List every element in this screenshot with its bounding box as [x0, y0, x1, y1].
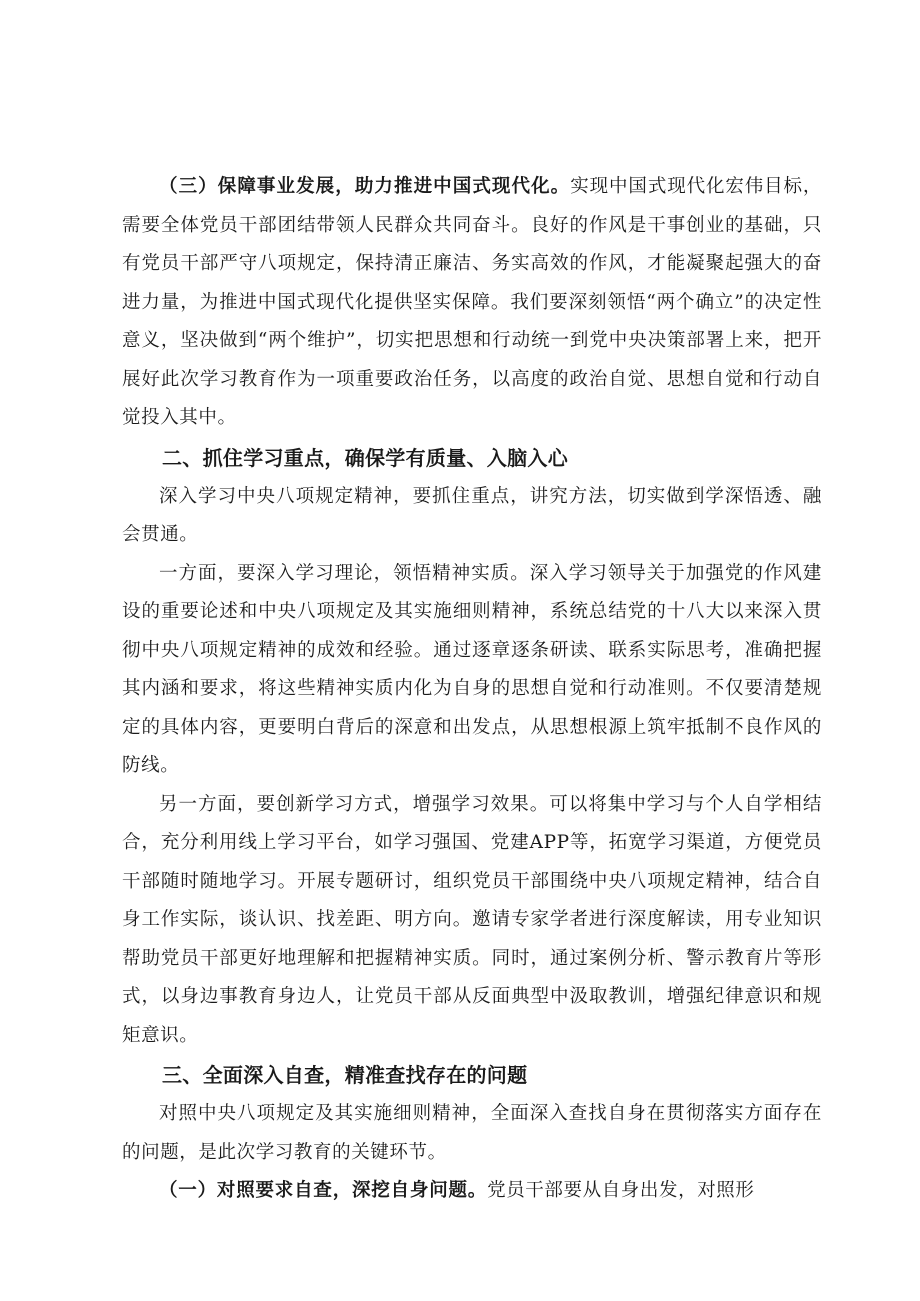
subheading-inline: （一）对照要求自查，深挖自身问题。: [159, 1180, 488, 1201]
paragraph-text: 一方面，要深入学习理论，领悟精神实质。深入学习领导关于加强党的作风建设的重要论述和中央八项规定及其实施细则精神，系统总结党的十八大以来深入贯彻中央八项规定精神的成效和经验。通过逐章逐条研读、联系实际思考，准确把握其内涵和要求，将这些精神实质内化为自身的思想自觉和行动准则。不仅要清楚规定的具体内容，更要明白背后的深意和出发点，从思想根源上筑牢抵制不良作风的防线。: [122, 562, 822, 776]
document-page: [122, 168, 822, 1211]
paragraph-text: 对照中央八项规定及其实施细则精神，全面深入查找自身在贯彻落实方面存在的问题，是此次学习教育的关键环节。: [122, 1103, 822, 1163]
subheading-inline: （三）保障事业发展，助力推进中国式现代化。: [159, 176, 571, 197]
paragraph-self-check-1: [122, 1172, 822, 1211]
paragraph-theory-study: [122, 555, 822, 786]
paragraph-section-3-goal: [122, 168, 822, 438]
paragraph-text: 深入学习中央八项规定精神，要抓住重点，讲究方法，切实做到学深悟透、融会贯通。: [122, 485, 822, 545]
section-heading-3: 三、全面深入自查，精准查找存在的问题: [162, 1063, 528, 1087]
paragraph-study-methods: [122, 786, 822, 1056]
section-heading-2: 二、抓住学习重点，确保学有质量、入脑入心: [162, 445, 568, 470]
paragraph-text: 党员干部要从自身出发，对照形: [487, 1180, 755, 1201]
paragraph-self-check-intro: [122, 1095, 822, 1172]
paragraph-intro-study: [122, 478, 822, 555]
paragraph-text: 另一方面，要创新学习方式，增强学习效果。可以将集中学习与个人自学相结合，充分利用线上学习平台，如学习强国、党建APP等，拓宽学习渠道，方便党员干部随时随地学习。开展专题研讨，组织党员干部围绕中央八项规定精神，结合自身工作实际，谈认识、找差距、明方向。邀请专家学者进行深度解读，用专业知识帮助党员干部更好地理解和把握精神实质。同时，通过案例分析、警示教育片等形式，以身边事教育身边人，让党员干部从反面典型中汲取教训，增强纪律意识和规矩意识。: [122, 793, 822, 1046]
paragraph-text: 实现中国式现代化宏伟目标，需要全体党员干部团结带领人民群众共同奋斗。良好的作风是干事创业的基础，只有党员干部严守八项规定，保持清正廉洁、务实高效的作风，才能凝聚起强大的奋进力量，为推进中国式现代化提供坚实保障。我们要深刻领悟“两个确立”的决定性意义，坚决做到“两个维护”，切实把思想和行动统一到党中央决策部署上来，把开展好此次学习教育作为一项重要政治任务，以高度的政治自觉、思想自觉和行动自觉投入其中。: [122, 176, 822, 428]
